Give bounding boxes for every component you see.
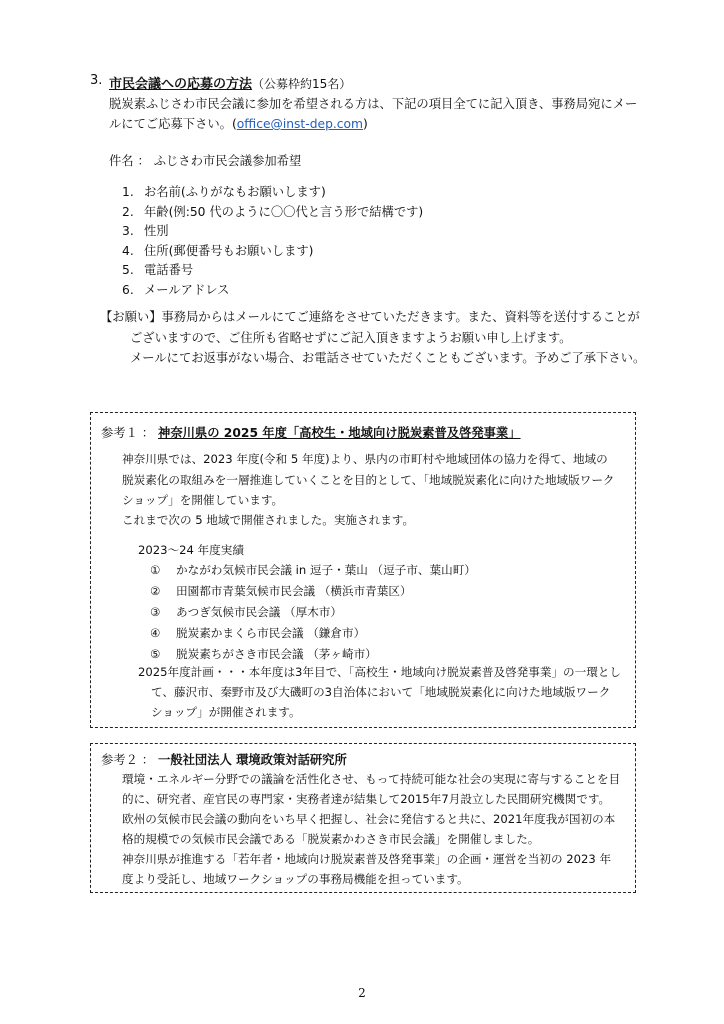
list-item-number: 4. — [122, 243, 134, 258]
list-item — [122, 222, 423, 242]
email-link[interactable]: office@inst-dep.com — [236, 117, 364, 131]
reference-2-line-4: 格的規模での気候市民会議である「脱炭素かわさき市民会議」を開催しました。 — [122, 832, 540, 846]
result-item — [150, 582, 412, 601]
result-item — [150, 624, 365, 643]
list-item-number: 5. — [122, 263, 134, 277]
required-items-list — [122, 183, 423, 300]
list-item-number: 2. — [122, 204, 134, 219]
result-mark: ④ — [150, 626, 161, 640]
reference-2-label: 参考２ ： — [101, 753, 159, 767]
reference-1-line-2: 脱炭素化の取組みを一層推進していくことを目的として、「地域脱炭素化に向けた地域版ワーク — [122, 473, 615, 487]
list-item — [122, 281, 423, 301]
intro-line-1: 脱炭素ふじさわ市民会議に参加を希望される方は、下記の項目全てに記入頂き、事務局宛にメー — [109, 97, 638, 111]
list-item-text: 性別 — [144, 224, 169, 238]
result-mark: ⑤ — [150, 647, 161, 661]
subject-label: 件名 ： ふじさわ市民会議参加希望 — [109, 154, 302, 168]
plan-line-2: て、藤沢市、秦野市及び大磯町の3自治体において「地域脱炭素化に向けた地域版ワーク — [151, 685, 611, 699]
section-title-text: 市民会議への応募の方法 — [109, 77, 253, 92]
result-text: 脱炭素ちがさき市民会議 （茅ヶ崎市） — [176, 647, 377, 661]
page-number: 2 — [358, 986, 366, 1000]
reference-2-title: 一般社団法人 環境政策対話研究所 — [158, 753, 347, 767]
result-mark: ③ — [150, 605, 161, 619]
reference-1-heading — [101, 423, 521, 441]
reference-2-line-1: 環境・エネルギー分野での議論を活性化させ、もって持続可能な社会の実現に寄与することを目 — [122, 772, 621, 786]
reference-1-title: 神奈川県の 2025 年度「高校生・地域向け脱炭素普及啓発事業」 — [158, 426, 521, 440]
result-item — [150, 603, 342, 622]
section-title — [109, 73, 351, 92]
section-number: 3. — [90, 73, 103, 88]
reference-1-label: 参考１ ： — [101, 426, 159, 440]
result-mark: ① — [150, 563, 161, 577]
results-heading: 2023〜24 年度実績 — [138, 543, 244, 557]
list-item-text: お名前(ふりがなもお願いします) — [144, 185, 326, 199]
reference-1-line-3: ショップ」を開催しています。 — [122, 493, 284, 507]
reference-2-line-2: 的に、研究者、産官民の専門家・実務者達が結集して2015年7月設立した民間研究機関です。 — [122, 792, 611, 806]
request-line-3: メールにてお返事がない場合、お電話させていただくこともございます。予めご了承下さい。 — [130, 351, 646, 365]
result-mark: ② — [150, 584, 161, 598]
request-line-1: 【お願い】事務局からはメールにてご連絡をさせていただきます。また、資料等を送付することが — [100, 310, 640, 324]
list-item-text: メールアドレス — [144, 282, 230, 297]
list-item-number: 6. — [122, 282, 134, 297]
intro-line-2-pre: ルにてご応募下さい。( — [109, 117, 237, 131]
plan-line-1: 2025年度計画・・・本年度は3年目で、「高校生・地域向け脱炭素普及啓発事業」の一環とし — [138, 665, 622, 679]
result-text: 脱炭素かまくら市民会議 （鎌倉市） — [176, 626, 366, 640]
intro-line-2-post: ) — [363, 117, 368, 131]
result-item — [150, 645, 377, 664]
list-item — [122, 203, 423, 223]
reference-2-line-3: 欧州の気候市民会議の動向をいち早く把握し、社会に発信すると共に、2021年度我が国初の本 — [122, 812, 616, 826]
result-text: かながわ気候市民会議 in 逗子・葉山 （逗子市、葉山町） — [176, 563, 476, 577]
list-item-number: 3. — [122, 224, 134, 238]
list-item-text: 電話番号 — [144, 263, 194, 277]
result-item — [150, 561, 476, 580]
list-item — [122, 261, 423, 281]
request-line-2: ございますので、ご住所も省略せずにご記入頂きますようお願い申し上げます。 — [130, 331, 572, 345]
reference-1-line-4: これまで次の 5 地域で開催されました。実施されます。 — [122, 513, 415, 527]
reference-2-line-6: 度より受託し、地域ワークショップの事務局機能を担っています。 — [122, 872, 469, 886]
reference-2-heading — [101, 750, 347, 768]
intro-line-2 — [109, 115, 368, 134]
list-item-text: 住所(郵便番号もお願いします) — [144, 243, 314, 258]
reference-1-line-1: 神奈川県では、2023 年度(令和 5 年度)より、県内の市町村や地域団体の協力を得て、地域の — [122, 452, 608, 466]
list-item-number: 1. — [122, 185, 134, 199]
result-text: 田園都市青葉気候市民会議 （横浜市青葉区） — [176, 584, 412, 598]
list-item — [122, 183, 423, 203]
result-text: あつぎ気候市民会議 （厚木市） — [176, 605, 342, 619]
section-title-note: （公募枠約15名） — [252, 77, 352, 91]
plan-line-3: ショップ」が開催されます。 — [151, 705, 301, 719]
list-item — [122, 242, 423, 262]
reference-2-line-5: 神奈川県が推進する「若年者・地域向け脱炭素普及啓発事業」の企画・運営を当初の 2023 年 — [122, 852, 612, 866]
list-item-text: 年齢(例:50 代のように〇〇代と言う形で結構です) — [144, 204, 424, 219]
